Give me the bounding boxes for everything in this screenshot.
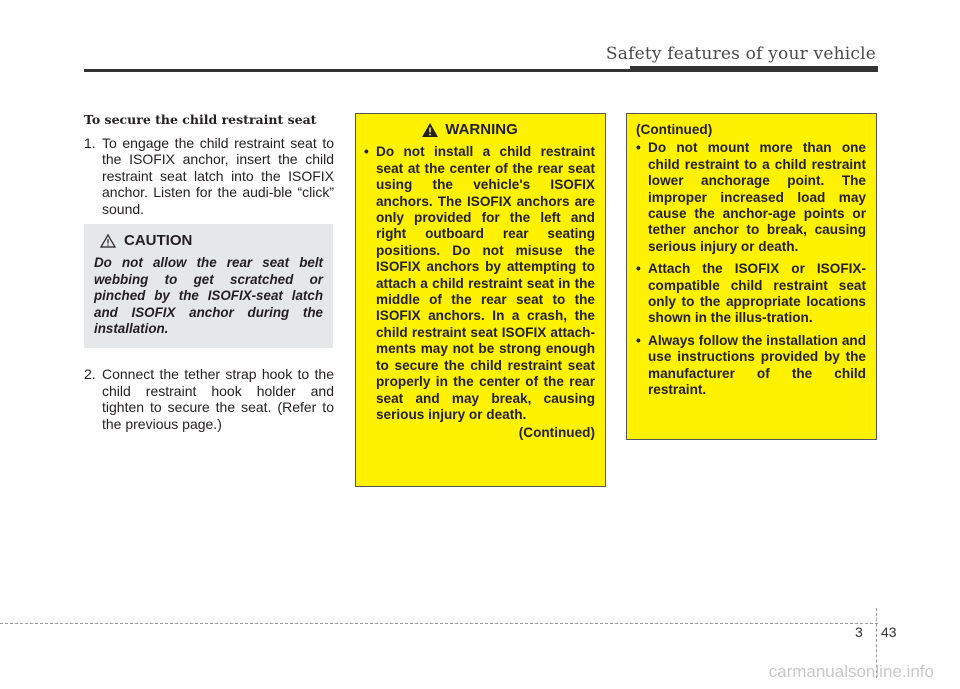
warning-triangle-icon — [421, 122, 439, 138]
step-2-container — [84, 366, 334, 432]
section-title: To secure the child restraint seat — [84, 112, 317, 127]
header-rule-thick — [630, 66, 878, 72]
continued-bullet — [636, 140, 866, 255]
watermark[interactable]: carmanualsonline.info — [768, 662, 934, 681]
bullet-dot: • — [364, 144, 369, 160]
step-number: 1. — [84, 134, 96, 151]
continued-bullet-text: Attach the ISOFIX or ISOFIX-compatible child restraint seat only to the appropriate locations shown in the illus-tration. — [648, 261, 866, 326]
chapter-number: 3 — [855, 624, 863, 640]
continued-bullet — [636, 261, 866, 327]
continued-box — [626, 113, 877, 440]
caution-box — [84, 224, 333, 348]
caution-header — [100, 232, 323, 249]
caution-text: Do not allow the rear seat belt webbing to get scratched or pinched by the ISOFIX-seat latch and ISOFIX anchor during the installation. — [94, 255, 323, 336]
warning-header — [344, 122, 595, 138]
bullet-dot: • — [636, 140, 641, 156]
step-text: To engage the child restraint seat to the ISOFIX anchor, insert the child restraint seat latch into the ISOFIX anchor. Listen for the audi-ble “click” sound. — [102, 134, 334, 217]
header-rule — [84, 69, 630, 72]
step-number: 2. — [84, 366, 96, 382]
step-2 — [84, 366, 334, 432]
warning-bullet — [364, 144, 595, 423]
warning-title: WARNING — [445, 121, 518, 138]
step-text: Connect the tether strap hook to the child restraint hook holder and tighten to secure the seat. (Refer to the previous page.) — [102, 366, 334, 432]
caution-triangle-icon — [100, 234, 116, 248]
warning-text: Do not install a child restraint seat at the center of the rear seat using the vehicle's ISOFIX anchors. The ISOFIX anchors are only provided for the left and right outboard rear seating positions. Do not misuse the ISOFIX anchors by attempting to attach a child restraint seat in the middle of the rear seat to the ISOFIX anchors. In a crash, the child restraint seat ISOFIX attach-ments may not be strong enough to secure the child restraint seat properly in the center of the rear seat and may break, causing serious injury or death. — [376, 144, 595, 422]
bullet-dot: • — [636, 261, 641, 277]
left-column — [84, 112, 334, 217]
page-number: 43 — [881, 624, 897, 640]
caution-title: CAUTION — [124, 232, 193, 249]
page-header-title: Safety features of your vehicle — [605, 44, 876, 64]
warning-continued: (Continued) — [518, 425, 595, 441]
continued-bullet-text: Always follow the installation and use instructions provided by the manufacturer of the child restraint. — [648, 332, 866, 398]
continued-bullet — [636, 333, 866, 399]
warning-box — [355, 113, 606, 487]
footer-rule — [0, 623, 878, 624]
step-1 — [84, 135, 334, 218]
continued-bullet-text: Do not mount more than one child restraint to a child restraint lower anchorage point. The improper increased load may cause the anchor-age points or tether anchor to break, causing serious injury or death. — [648, 140, 866, 254]
continued-title: (Continued) — [636, 122, 713, 137]
bullet-dot: • — [636, 332, 641, 348]
